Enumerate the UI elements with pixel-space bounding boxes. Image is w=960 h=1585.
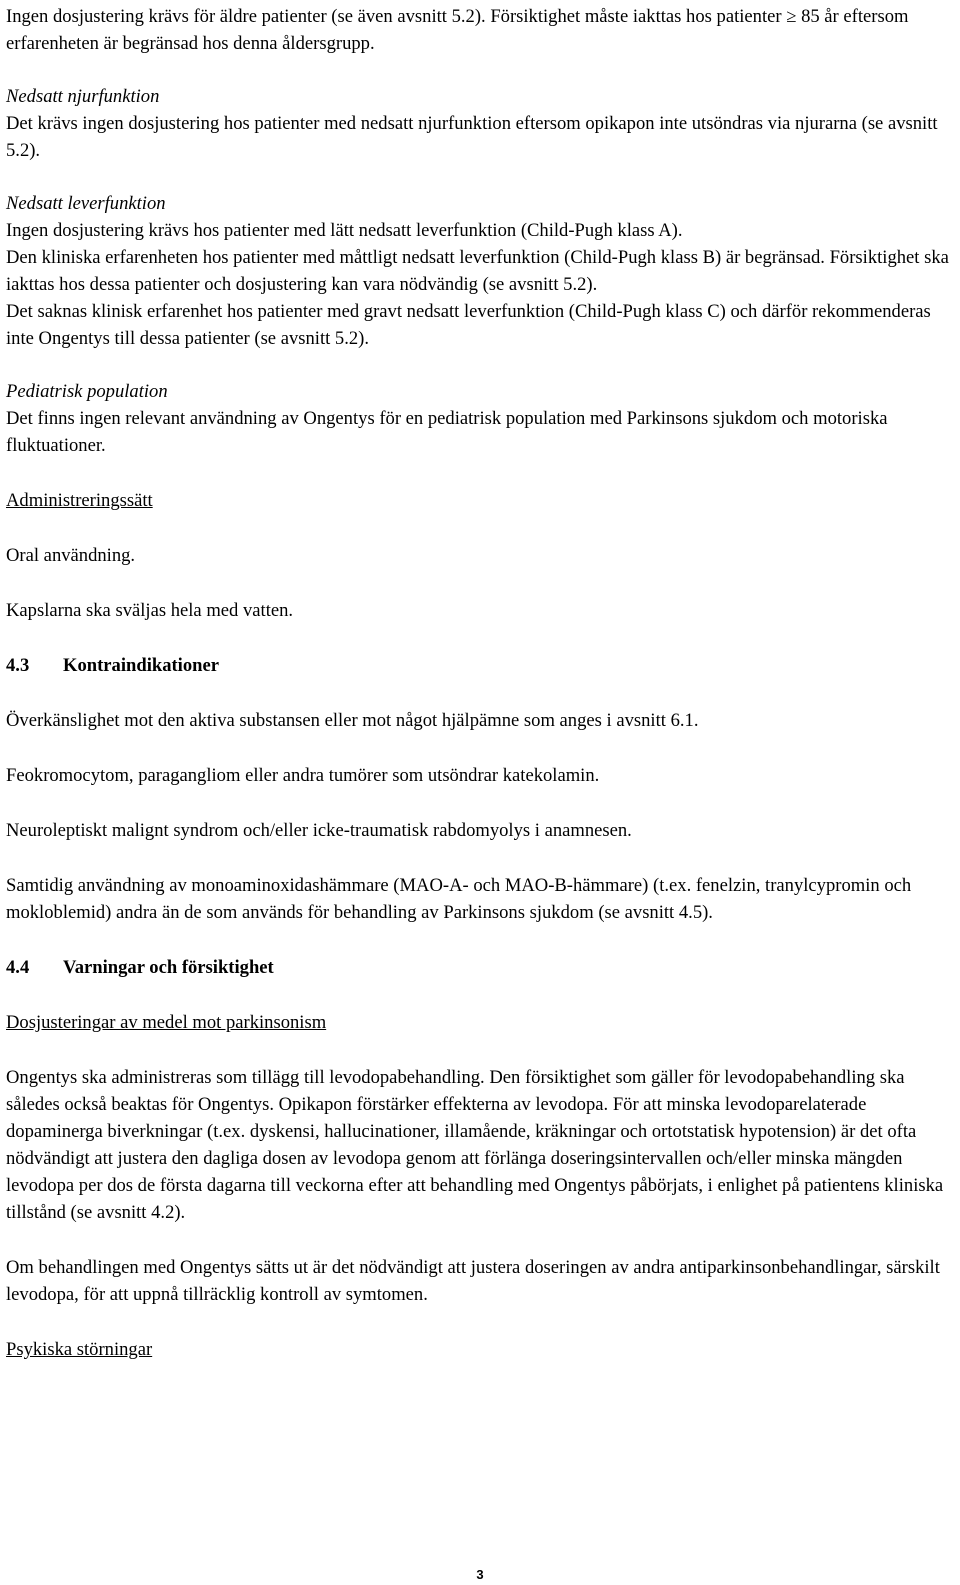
subheading-paediatric-population: Pediatrisk population: [6, 381, 168, 402]
paragraph-hepatic-mild: Ingen dosjustering krävs hos patienter med lätt nedsatt leverfunktion (Child-Pugh klass A).: [6, 220, 683, 241]
paragraph-discontinuation: Om behandlingen med Ongentys sätts ut är det nödvändigt att justera doseringen av andra antiparkinsonbehandlingar, särskilt levodopa, för att uppnå tillräcklig kontroll av symtomen.: [6, 1257, 940, 1305]
subheading-dose-adjustments: Dosjusteringar av medel mot parkinsonism: [6, 1012, 327, 1033]
section-number: 4.4: [6, 957, 30, 978]
subheading-hepatic-impairment: Nedsatt leverfunktion: [6, 193, 166, 214]
section-heading-contraindications: [6, 652, 956, 679]
paragraph-elderly-dosing: Ingen dosjustering krävs för äldre patienter (se även avsnitt 5.2). Försiktighet måste iakttas hos patienter ≥ 85 år eftersom erfarenheten är begränsad hos denna åldersgrupp.: [6, 6, 909, 54]
section-heading-warnings: [6, 954, 956, 981]
paragraph-paediatric-population: Det finns ingen relevant användning av Ongentys för en pediatrisk population med Parkinsons sjukdom och motoriska fluktuationer.: [6, 408, 888, 456]
paragraph-hypersensitivity: Överkänslighet mot den aktiva substansen eller mot något hjälpämne som anges i avsnitt 6.1.: [6, 710, 699, 731]
paragraph-oral-use: Oral användning.: [6, 545, 136, 566]
section-number: 4.3: [6, 655, 30, 676]
subheading-administration: Administreringssätt: [6, 490, 153, 511]
subheading-renal-impairment: Nedsatt njurfunktion: [6, 86, 160, 107]
paragraph-neuroleptic-malignant-syndrome: Neuroleptiskt malignt syndrom och/eller icke-traumatisk rabdomyolys i anamnesen.: [6, 820, 632, 841]
paragraph-levodopa-adjunct: Ongentys ska administreras som tillägg till levodopabehandling. Den försiktighet som gäller för levodopabehandling ska således också beaktas för Ongentys. Opikapon förstärker effekterna av levodopa. För att minska levodoparelaterade dopaminerga biverkningar (t.ex. dyskensi, hallucinationer, illamående, kräkningar och ortotstatisk hypotension) är det ofta nödvändigt att justera den dagliga dosen av levodopa genom att förlänga doseringsintervallen och/eller minska mängden levodopa per dos de första dagarna till veckorna efter att behandling med Ongentys påbörjats, i enlighet på patientens kliniska tillstånd (se avsnitt 4.2).: [6, 1067, 944, 1223]
page-number: 3: [476, 1567, 484, 1582]
paragraph-hepatic-moderate: Den kliniska erfarenheten hos patienter med måttligt nedsatt leverfunktion (Child-Pugh klass B) är begränsad. Försiktighet ska iakttas hos dessa patienter och dosjustering kan vara nödvändig (se avsnitt 5.2).: [6, 247, 949, 295]
paragraph-pheochromocytoma: Feokromocytom, paragangliom eller andra tumörer som utsöndrar katekolamin.: [6, 765, 600, 786]
paragraph-renal-impairment: Det krävs ingen dosjustering hos patienter med nedsatt njurfunktion eftersom opikapon inte utsöndras via njurarna (se avsnitt 5.2).: [6, 113, 938, 161]
paragraph-hepatic-severe: Det saknas klinisk erfarenhet hos patienter med gravt nedsatt leverfunktion (Child-Pugh klass C) och därför rekommenderas inte Ongentys till dessa patienter (se avsnitt 5.2).: [6, 301, 931, 349]
paragraph-mao-inhibitors: Samtidig användning av monoaminoxidashämmare (MAO-A- och MAO-B-hämmare) (t.ex. fenelzin, tranylcypromin och mokloblemid) andra än de som används för behandling av Parkinsons sjukdom (se avsnitt 4.5).: [6, 875, 912, 923]
paragraph-swallow-capsules: Kapslarna ska sväljas hela med vatten.: [6, 600, 294, 621]
section-title: Kontraindikationer: [63, 655, 219, 676]
subheading-psychiatric-disorders: Psykiska störningar: [6, 1339, 153, 1360]
section-title: Varningar och försiktighet: [63, 957, 274, 978]
document-page: [6, 0, 956, 1363]
